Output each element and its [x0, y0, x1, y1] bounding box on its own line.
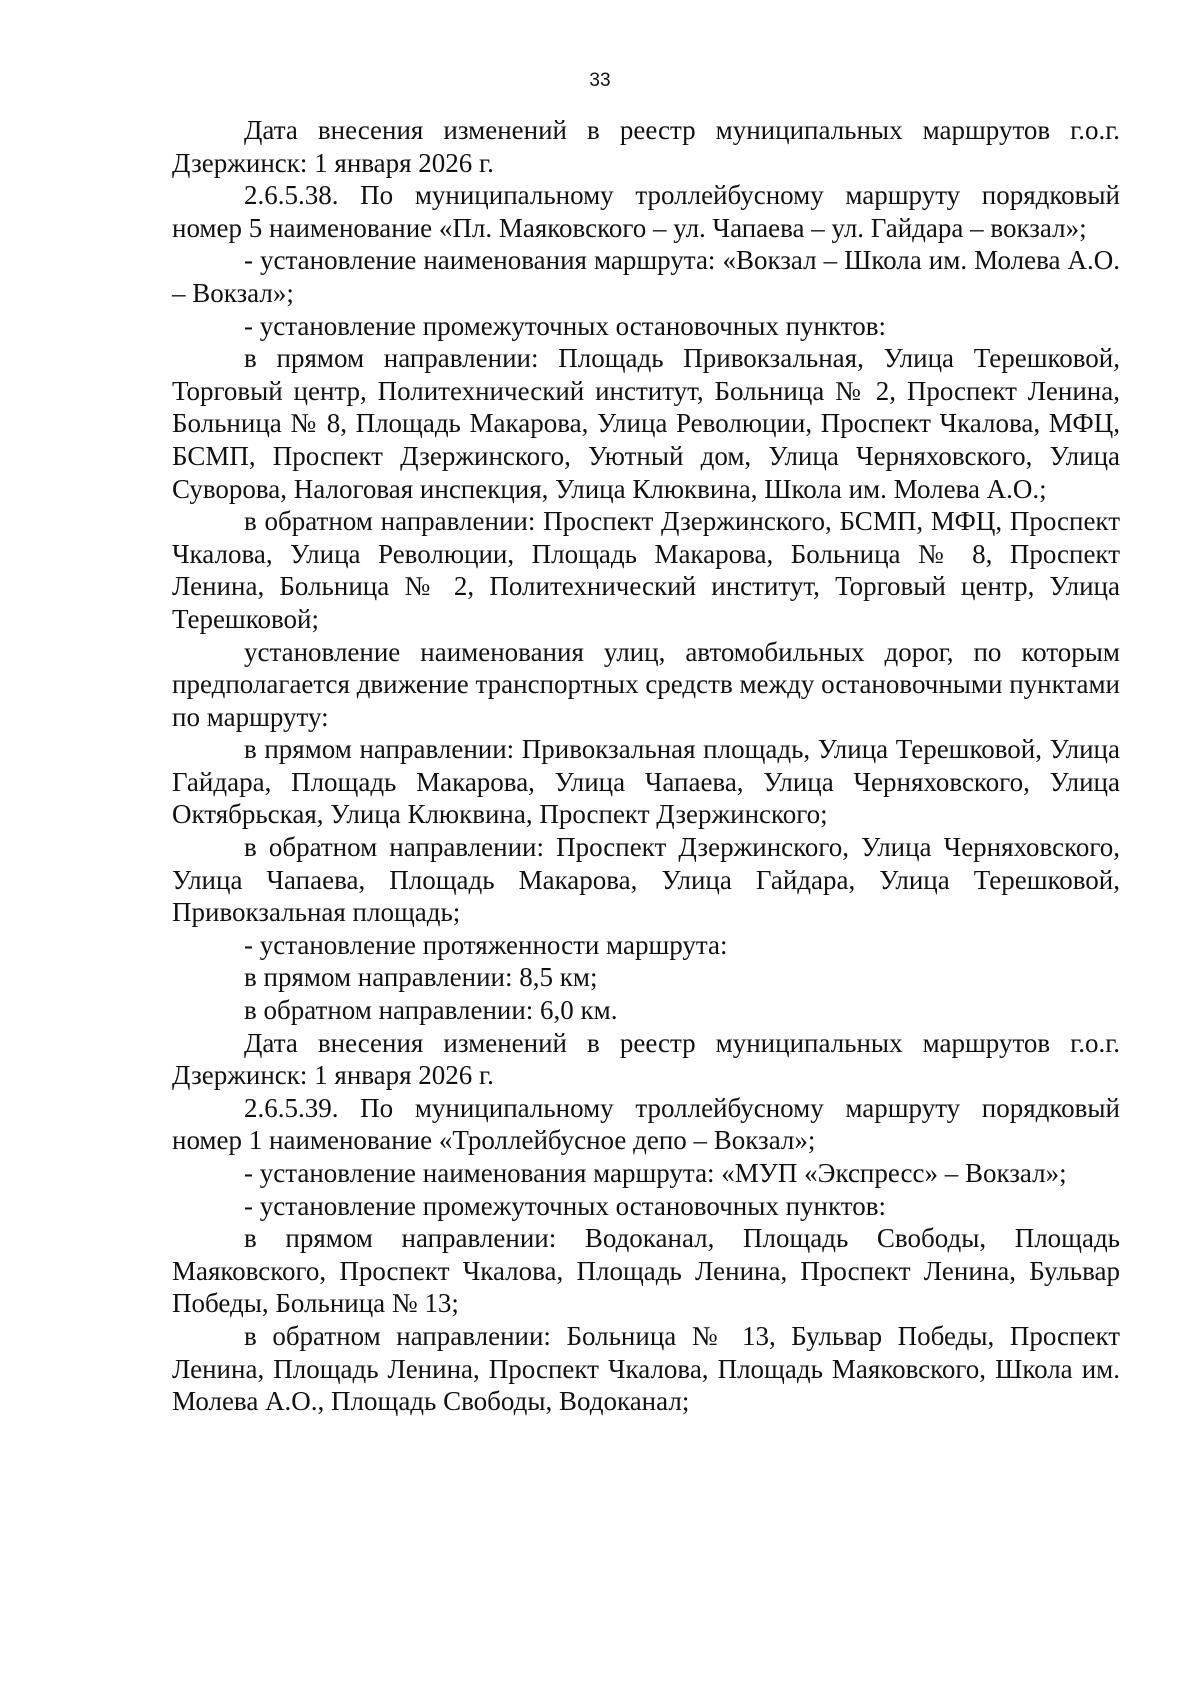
paragraph-streets-reverse: в обратном направлении: Проспект Дзержинского, Улица Черняховского, Улица Чапаева, Площадь Макарова, Улица Гайдара, Улица Терешковой, Привокзальная площадь; [172, 832, 1120, 928]
paragraph-length-heading: - установление протяженности маршрута: [244, 929, 728, 960]
paragraph-stops-heading: - установление промежуточных остановочных пунктов: [244, 310, 886, 341]
paragraph-clause-2-6-5-38: 2.6.5.38. По муниципальному троллейбусному маршруту порядковый номер 5 наименование «Пл. Маяковского – ул. Чапаева – ул. Гайдара – вокзал»; [172, 180, 1120, 243]
paragraph-route-name: - установление наименования маршрута: «МУП «Экспресс» – Вокзал»; [244, 1158, 1067, 1188]
paragraph-route-name: - установление наименования маршрута: «Вокзал – Школа им. Молева А.О. – Вокзал»; [172, 245, 1120, 308]
document-body [172, 114, 1120, 1418]
paragraph-stops-forward: в прямом направлении: Площадь Привокзальная, Улица Терешковой, Торговый центр, Политехнический институт, Больница № 2, Проспект Ленина, Больница № 8, Площадь Макарова, Улица Революции, Проспект Чкалова, МФЦ, БСМП, Проспект Дзержинского, Уютный дом, Улица Черняховского, Улица Суворова, Налоговая инспекция, Улица Клюквина, Школа им. Молева А.О.; [172, 343, 1120, 504]
paragraph-registry-date: Дата внесения изменений в реестр муниципальных маршрутов г.о.г. Дзержинск: 1 января 2026 г. [172, 115, 1120, 178]
paragraph-streets-heading: установление наименования улиц, автомобильных дорог, по которым предполагается движение транспортных средств между остановочными пунктами по маршруту: [172, 636, 1121, 732]
paragraph-length-reverse: в обратном направлении: 6,0 км. [244, 995, 618, 1026]
paragraph-stops-reverse: в обратном направлении: Больница № 13, Бульвар Победы, Проспект Ленина, Площадь Ленина, Проспект Чкалова, Площадь Маяковского, Школа им. Молева А.О., Площадь Свободы, Водоканал; [172, 1320, 1120, 1417]
page-number: 33 [589, 70, 611, 91]
paragraph-stops-heading: - установление промежуточных остановочных пунктов: [244, 1190, 886, 1221]
paragraph-stops-reverse: в обратном направлении: Проспект Дзержинского, БСМП, МФЦ, Проспект Чкалова, Улица Революции, Площадь Макарова, Больница № 8, Проспект Ленина, Больница № 2, Политехнический институт, Торговый центр, Улица Терешковой; [172, 506, 1120, 634]
paragraph-length-forward: в прямом направлении: 8,5 км; [244, 962, 598, 993]
paragraph-registry-date: Дата внесения изменений в реестр муниципальных маршрутов г.о.г. Дзержинск: 1 января 2026 г. [172, 1027, 1120, 1091]
paragraph-clause-2-6-5-39: 2.6.5.39. По муниципальному троллейбусному маршруту порядковый номер 1 наименование «Троллейбусное депо – Вокзал»; [172, 1092, 1120, 1156]
paragraph-stops-forward: в прямом направлении: Водоканал, Площадь Свободы, Площадь Маяковского, Проспект Чкалова, Площадь Ленина, Проспект Ленина, Бульвар Победы, Больница № 13; [172, 1223, 1120, 1319]
paragraph-streets-forward: в прямом направлении: Привокзальная площадь, Улица Терешковой, Улица Гайдара, Площадь Макарова, Улица Чапаева, Улица Черняховского, Улица Октябрьская, Улица Клюквина, Проспект Дзержинского; [172, 734, 1120, 830]
